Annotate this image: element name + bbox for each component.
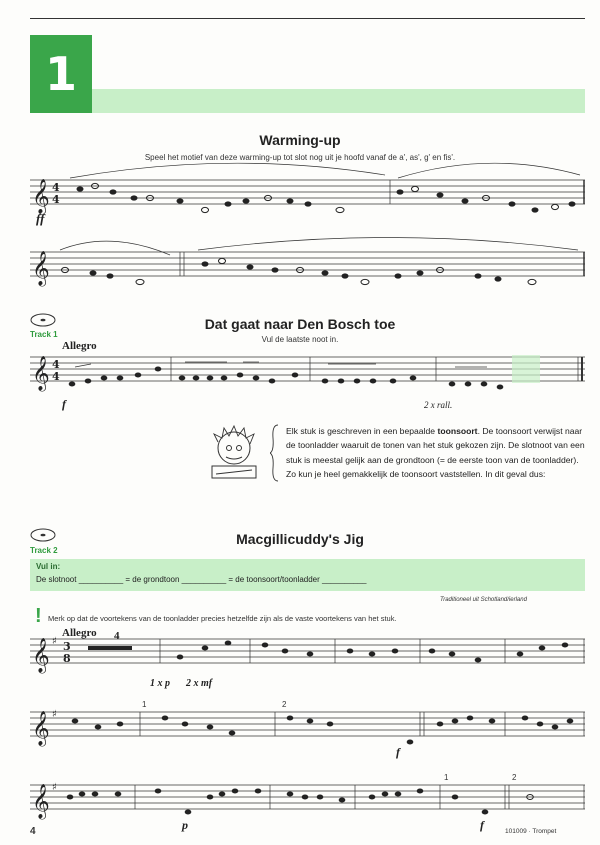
- rest-count: 4: [114, 630, 120, 642]
- notes-staff-3: [69, 367, 504, 390]
- piece1-title: Dat gaat naar Den Bosch toe: [204, 316, 396, 332]
- staff-4: [30, 639, 585, 663]
- dynamic-marking: 1 x p: [150, 678, 170, 689]
- svg-text:4: 4: [52, 181, 60, 194]
- track-label: Track 1: [30, 330, 58, 339]
- treble-clef-icon: 𝄞: [32, 711, 50, 746]
- dynamic-marking: 2 x mf: [186, 678, 213, 689]
- key-signature: [52, 636, 57, 793]
- brace: [270, 424, 280, 482]
- info-paragraph: Elk stuk is geschreven in een bepaalde toonsoort. De toonsoort verwijst naar de toonladder waaruit de tonen van het stuk gekozen zijn. De slotnoot van een stuk is meestal gelijk aan de grondtoon (= de eerste toon van de toonladder). Zo kun je heel gemakkelijk de toonsoort vaststellen. In dit geval dus:: [286, 426, 585, 479]
- svg-text:4: 4: [52, 370, 60, 383]
- notes-staff-2: [62, 258, 537, 284]
- piece1-subtitle: Vul de laatste noot in.: [261, 335, 339, 344]
- dynamic-marking: f: [480, 818, 484, 832]
- credit: Traditioneel uit Schotland/ierland: [440, 597, 527, 603]
- track-label: Track 2: [30, 546, 58, 555]
- svg-text:♯: ♯: [52, 636, 57, 647]
- treble-clef-icon: 𝄞: [32, 784, 50, 819]
- treble-clef-icon: 𝄞: [32, 179, 50, 214]
- notes-staff-6: [67, 789, 534, 815]
- svg-text:♯: ♯: [52, 709, 57, 720]
- volta-bracket: 2: [512, 773, 517, 782]
- time-signatures: [52, 181, 71, 665]
- dynamic-marking: ff: [36, 211, 45, 226]
- piece2-title: Macgillicuddy's Jig: [236, 531, 364, 547]
- svg-text:♯: ♯: [52, 782, 57, 793]
- treble-clef-icon: 𝄞: [32, 356, 50, 391]
- dynamic-marking: f: [62, 397, 66, 411]
- svg-text:4: 4: [52, 358, 60, 371]
- warmup-title: Warming-up: [259, 132, 341, 148]
- footer-code: 101009 · Trompet: [505, 828, 557, 835]
- svg-text:4: 4: [52, 193, 60, 206]
- dynamic-marking: f: [396, 745, 400, 759]
- dynamic-marking: p: [182, 818, 188, 832]
- volta-bracket: 2: [282, 700, 287, 709]
- staff-2: [30, 252, 585, 276]
- exclamation-icon: !: [35, 605, 42, 627]
- tempo-marking: Allegro: [62, 627, 97, 639]
- note-text: Merk op dat de voortekens van de toonladder precies hetzelfde zijn als de vaste voortekens van het stuk.: [48, 614, 397, 623]
- page-number: 4: [30, 826, 36, 837]
- fill-in-box: [30, 559, 585, 591]
- chapter-number: 1: [30, 35, 92, 113]
- volta-bracket: 1: [444, 773, 449, 782]
- cartoon-illustration: [196, 424, 276, 486]
- fill-in-title: Vul in:: [36, 562, 61, 571]
- warmup-instruction: Speel het motief van deze warming-up tot slot nog uit je hoofd vanaf de a', as', g' en fis'.: [144, 153, 456, 162]
- treble-clef-icon: 𝄞: [32, 638, 50, 673]
- tempo-marking: Allegro: [62, 340, 97, 352]
- treble-clef-icon: 𝄞: [32, 251, 50, 286]
- clefs: [32, 179, 50, 820]
- staff-5: [30, 712, 585, 736]
- fill-in-row: De slotnoot __________ = de grondtoon __________ = de toonsoort/toonladder __________: [36, 575, 367, 584]
- staff-3: [30, 355, 585, 383]
- svg-text:3: 3: [63, 640, 71, 653]
- svg-text:8: 8: [63, 652, 71, 665]
- ending-marking: 2 x rall.: [424, 400, 453, 410]
- volta-bracket: 1: [142, 700, 147, 709]
